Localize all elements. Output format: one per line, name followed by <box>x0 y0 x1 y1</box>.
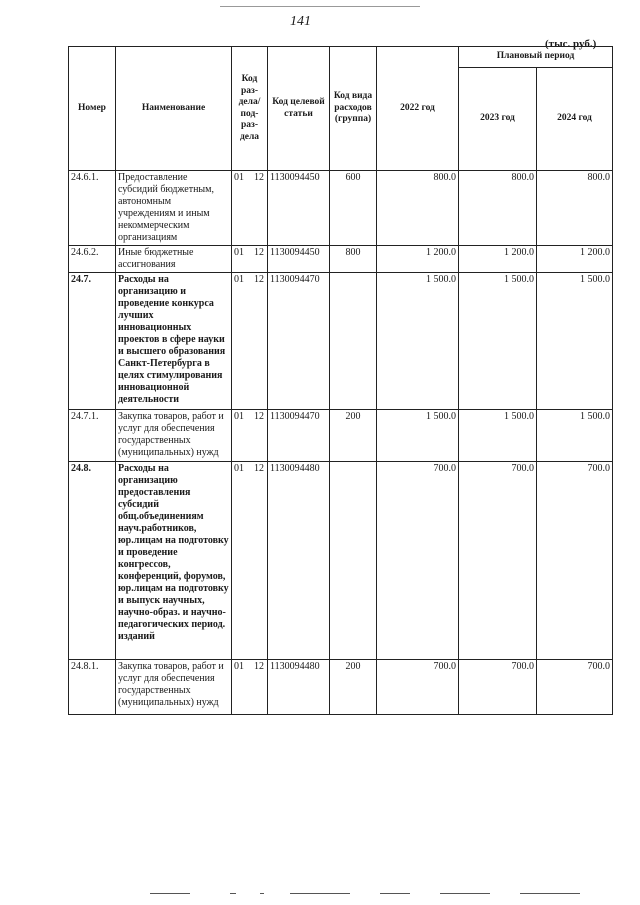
table-row <box>69 410 613 462</box>
header-planned-period: Плановый период <box>459 47 613 68</box>
row-section: 01 <box>234 274 244 285</box>
row-amount-2024: 800.0 <box>537 171 613 246</box>
row-amount-2022: 700.0 <box>377 462 459 660</box>
row-expense-code: 600 <box>330 171 377 246</box>
page-number: 141 <box>290 14 311 29</box>
row-name: Расходы на организацию и проведение конкурса лучших инновационных проектов в сфере науки и высшего образования Санкт-Петербурга в целях стимулирования инновационной деятельности <box>116 273 232 410</box>
row-expense-code: 800 <box>330 246 377 273</box>
row-number: 24.8. <box>69 462 116 660</box>
header-expense-code: Код вида расходов (группа) <box>330 47 377 171</box>
row-name: Предоставление субсидий бюджетным, автономным учреждениям и иным некоммерческим организациям <box>116 171 232 246</box>
row-section-code <box>232 273 268 410</box>
header-year-2024: 2024 год <box>537 68 613 171</box>
table-row <box>69 246 613 273</box>
top-scan-rule <box>220 6 420 7</box>
row-amount-2023: 1 200.0 <box>459 246 537 273</box>
row-number: 24.6.1. <box>69 171 116 246</box>
table-row <box>69 462 613 660</box>
row-expense-code: 200 <box>330 660 377 715</box>
header-number: Номер <box>69 47 116 171</box>
row-subsection: 12 <box>254 172 264 183</box>
row-section-code <box>232 246 268 273</box>
row-amount-2022: 800.0 <box>377 171 459 246</box>
row-amount-2024: 1 500.0 <box>537 273 613 410</box>
row-section: 01 <box>234 463 244 474</box>
row-expense-code <box>330 462 377 660</box>
row-subsection: 12 <box>254 274 264 285</box>
row-number: 24.8.1. <box>69 660 116 715</box>
row-expense-code: 200 <box>330 410 377 462</box>
row-name: Расходы на организацию предоставления субсидий общ.объединениям науч.работников, юр.лицам на подготовку и проведение конгрессов, конференций, форумов, юр.лицам на подготовку и выпуск научных, научно-образ. и научно-педагогических период. изданий <box>116 462 232 660</box>
header-row-1 <box>69 47 613 68</box>
row-section: 01 <box>234 411 244 422</box>
header-year-2022: 2022 год <box>377 47 459 171</box>
row-amount-2022: 700.0 <box>377 660 459 715</box>
row-number: 24.7.1. <box>69 410 116 462</box>
row-article-code: 1130094470 <box>268 410 330 462</box>
row-number: 24.6.2. <box>69 246 116 273</box>
row-amount-2022: 1 200.0 <box>377 246 459 273</box>
table-row <box>69 273 613 410</box>
row-amount-2023: 700.0 <box>459 660 537 715</box>
row-section-code <box>232 410 268 462</box>
row-subsection: 12 <box>254 463 264 474</box>
row-name: Закупка товаров, работ и услуг для обеспечения государственных (муниципальных) нужд <box>116 660 232 715</box>
header-year-2023: 2023 год <box>459 68 537 171</box>
row-amount-2023: 1 500.0 <box>459 410 537 462</box>
row-subsection: 12 <box>254 661 264 672</box>
row-section: 01 <box>234 661 244 672</box>
row-amount-2024: 1 500.0 <box>537 410 613 462</box>
row-article-code: 1130094480 <box>268 660 330 715</box>
header-article-code: Код целевой статьи <box>268 47 330 171</box>
row-section-code <box>232 171 268 246</box>
row-number: 24.7. <box>69 273 116 410</box>
row-amount-2024: 700.0 <box>537 462 613 660</box>
row-section: 01 <box>234 172 244 183</box>
header-name: Наименование <box>116 47 232 171</box>
row-amount-2023: 700.0 <box>459 462 537 660</box>
budget-table <box>68 46 613 715</box>
row-article-code: 1130094480 <box>268 462 330 660</box>
table-row <box>69 171 613 246</box>
row-section-code <box>232 660 268 715</box>
row-article-code: 1130094450 <box>268 171 330 246</box>
row-amount-2023: 1 500.0 <box>459 273 537 410</box>
row-name: Иные бюджетные ассигнования <box>116 246 232 273</box>
table-body <box>69 171 613 715</box>
row-subsection: 12 <box>254 247 264 258</box>
bottom-scan-marks <box>150 893 610 899</box>
row-section: 01 <box>234 247 244 258</box>
row-amount-2023: 800.0 <box>459 171 537 246</box>
row-amount-2022: 1 500.0 <box>377 410 459 462</box>
row-subsection: 12 <box>254 411 264 422</box>
row-expense-code <box>330 273 377 410</box>
row-name: Закупка товаров, работ и услуг для обеспечения государственных (муниципальных) нужд <box>116 410 232 462</box>
row-article-code: 1130094470 <box>268 273 330 410</box>
row-section-code <box>232 462 268 660</box>
row-amount-2024: 1 200.0 <box>537 246 613 273</box>
row-article-code: 1130094450 <box>268 246 330 273</box>
header-section-code: Код раз-дела/ под-раз-дела <box>232 47 268 171</box>
units-label: (тыс. руб.) <box>545 38 597 50</box>
table-row <box>69 660 613 715</box>
row-amount-2022: 1 500.0 <box>377 273 459 410</box>
row-amount-2024: 700.0 <box>537 660 613 715</box>
